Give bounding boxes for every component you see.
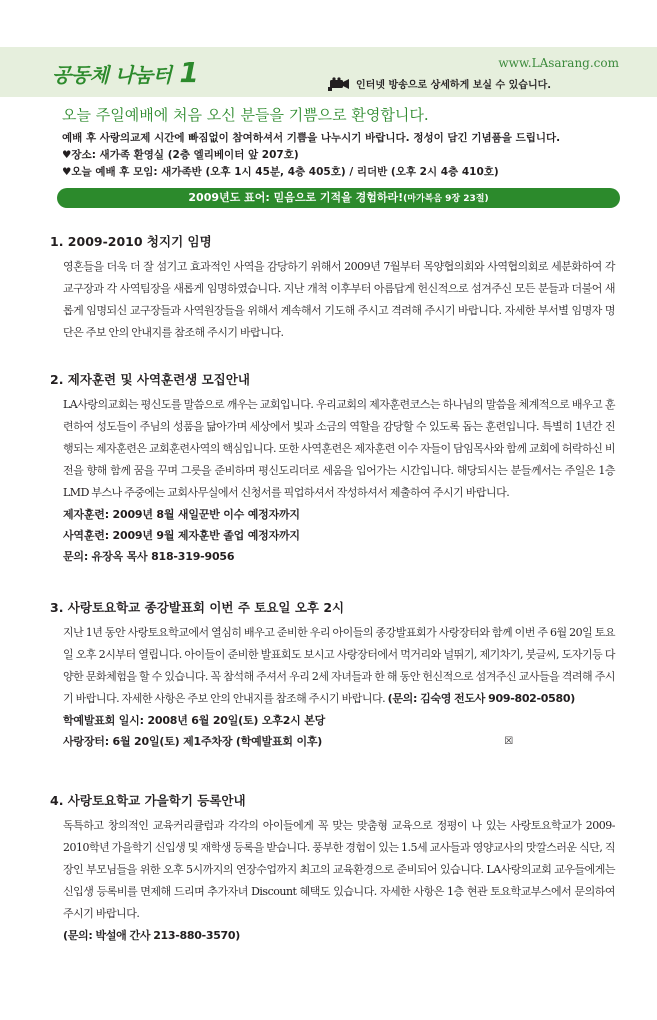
info-line xyxy=(63,731,513,752)
broadcast-note xyxy=(328,76,551,91)
section-title-number: 1 xyxy=(179,56,199,89)
section-body-text: 독특하고 창의적인 교육커리큘럼과 각각의 아이들에게 꼭 맞는 맞춤형 교육으로 정평이 나 있는 사랑토요학교가 2009-2010학년 가을학기 신입생 및 재학생 등록을 받습니다. 풍부한 경험이 있는 1.5세 교사들과 영양교사의 맛깔스러운 식단, 직장인 부모님들을 위한 오후 5시까지의 연장수업까지 최고의 교육환경으로 준비되어 있습니다. LA사랑의교회 교우들에게는 신입생 등록비를 면제해 드리며 추가자녀 Discount 혜택도 있습니다. 자세한 사항은 1층 현관 토요학교부스에서 문의하여 주시기 바랍니다. xyxy=(63,819,615,920)
welcome-block xyxy=(62,104,622,181)
section-title: 1. 2009-2010 청지기 임명 xyxy=(50,234,212,249)
motto-reference: (마가복음 9장 23절) xyxy=(403,194,489,204)
broadcast-note-text: 인터넷 방송으로 상세하게 보실 수 있습니다. xyxy=(356,80,552,91)
welcome-location: ♥장소: 새가족 환영실 (2층 엘리베이터 앞 207호) xyxy=(62,149,299,161)
section-contact: (문의: 김숙영 전도사 909-802-0580) xyxy=(387,692,575,705)
section-body: LA사랑의교회는 평신도를 말씀으로 깨우는 교회입니다. 우리교회의 제자훈련코스는 하나님의 말씀을 체계적으로 배우고 훈련하여 성도들이 주님의 성품을 닮아가며 세상에서 빛과 소금의 역할을 감당할 수 있도록 돕는 훈련입니다. 특별히 1년간 진행되는 제자훈련은 교회훈련사역의 핵심입니다. 또한 사역훈련은 제자훈련 이수 자들이 담임목사와 함께 교회에 허락하신 비전을 향해 함께 꿈을 꾸며 그릇을 준비하며 평신도리더로 세움을 입어가는 시간입니다. 해당되시는 분들께서는 주일은 1층 LMD 부스나 주중에는 교회사무실에서 신청서를 픽업하셔서 작성하셔서 제출하여 주시기 바랍니다. xyxy=(63,398,615,499)
page-section-title xyxy=(52,56,198,89)
section-steward-appointment xyxy=(50,232,615,344)
section-discipleship-training xyxy=(50,370,615,567)
section-title: 2. 제자훈련 및 사역훈련생 모집안내 xyxy=(50,372,250,387)
info-line: 사역훈련: 2009년 9월 제자훈반 졸업 예정자까지 xyxy=(63,529,300,542)
welcome-headline: 오늘 주일예배에 처음 오신 분들을 기쁨으로 환영합니다. xyxy=(62,106,429,124)
info-line: 제자훈련: 2009년 8월 새일꾼반 이수 예정자까지 xyxy=(63,508,300,521)
section-title-text: 공동체 나눔터 xyxy=(52,63,172,87)
annual-motto-bar xyxy=(57,188,620,208)
section-saturday-school-recital xyxy=(50,598,615,752)
section-contact: (문의: 박설애 간사 213-880-3570) xyxy=(63,929,240,942)
section-fall-registration xyxy=(50,791,615,947)
box-mark: ☒ xyxy=(504,736,513,747)
section-body xyxy=(63,815,615,947)
camera-icon xyxy=(328,77,350,91)
welcome-meeting: ♥오늘 예배 후 모임: 새가족반 (오후 1시 45분, 4층 405호) / 리더반 (오후 2시 4층 410호) xyxy=(62,166,499,178)
info-line: 문의: 유장옥 목사 818-319-9056 xyxy=(63,550,235,563)
section-body-text: 지난 1년 동안 사랑토요학교에서 열심히 배우고 준비한 우리 아이들의 종강발표회가 사랑장터와 함께 이번 주 6월 20일 토요일 오후 2시부터 열립니다. 아이들이 준비한 발표회도 보시고 사랑장터에서 먹거리와 널뛰기, 제기차기, 붓글씨, 도자기등 다양한 문화체험을 할 수 있습니다. 꼭 참석해 주셔서 우리 2세 자녀들과 한 해 동안 헌신적으로 섬겨주신 교사들을 격려해 주시기 바랍니다. 자세한 사항은 주보 안의 안내지를 참조해 주시기 바랍니다. xyxy=(63,626,615,705)
welcome-line-1: 예배 후 사랑의교제 시간에 빠짐없이 참여하셔서 기쁨을 나누시기 바랍니다. 정성이 담긴 기념품을 드립니다. xyxy=(62,132,561,144)
info-line-text: 사랑장터: 6월 20일(토) 제1주차장 (학예발표회 이후) xyxy=(63,735,323,748)
section-title: 3. 사랑토요학교 종강발표회 이번 주 토요일 오후 2시 xyxy=(50,600,345,615)
annual-motto: 2009년도 표어: 믿음으로 기적을 경험하라! xyxy=(188,191,404,204)
section-body xyxy=(63,622,615,710)
website-url[interactable]: www.LAsarang.com xyxy=(498,56,619,70)
info-line: 학예발표회 일시: 2008년 6월 20일(토) 오후2시 본당 xyxy=(63,714,326,727)
section-title: 4. 사랑토요학교 가을학기 등록안내 xyxy=(50,793,246,808)
section-body: 영혼들을 더욱 더 잘 섬기고 효과적인 사역을 감당하기 위해서 2009년 7월부터 목양협의회와 사역협의회로 세분화하여 각 교구장과 각 사역팀장을 새롭게 임명하였습니다. 지난 개척 이후부터 아름답게 헌신적으로 섬겨주신 모든 분들과 더불어 새롭게 임명되신 교구장들과 사역원장들을 위해서 계속해서 기도해 주시고 격려해 주시기 바랍니다. 자세한 부서별 임명자 명단은 주보 안의 안내지를 참조해 주시기 바랍니다. xyxy=(63,260,615,339)
